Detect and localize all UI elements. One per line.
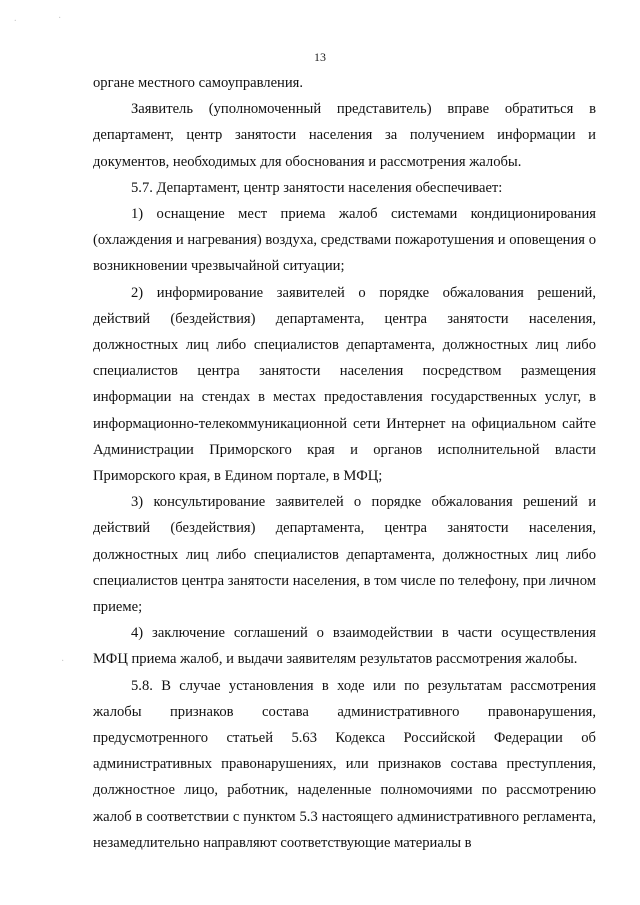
list-item: 4) заключение соглашений о взаимодействии в части осуществления МФЦ приема жалоб, и выдачи заявителям результатов рассмотрения жалобы. xyxy=(93,625,596,668)
list-item: 2) информирование заявителей о порядке обжалования решений, действий (бездействия) департамента, центра занятости населения, должностных лиц либо специалистов департамента, должностных лиц либо специалистов центра занятости населения посредством размещения информации на стендах в местах предоставления государственных услуг, в информационно-телекоммуникационной сети Интернет на официальном сайте Администрации Приморского края и органов исполнительной власти Приморского края, в Едином портале, в МФЦ; xyxy=(93,284,596,485)
paragraph: Заявитель (уполномоченный представитель) вправе обратиться в департамент, центр занятости населения за получением информации и документов, необходимых для обоснования и рассмотрения жалобы. xyxy=(93,101,596,170)
paragraph-section-5-7: 5.7. Департамент, центр занятости населения обеспечивает: xyxy=(131,179,503,196)
scan-mark: · xyxy=(58,13,62,24)
paragraph-section-5-8: 5.8. В случае установления в ходе или по результатам рассмотрения жалобы признаков состава административного правонарушения, предусмотренного статьей 5.63 Кодекса Российской Федерации об административных правонарушениях, или признаков состава преступления, должностное лицо, работник, наделенные полномочиями по рассмотрению жалоб в соответствии с пунктом 5.3 настоящего административного регламента, незамедлительно направляют соответствующие материалы в xyxy=(93,677,596,851)
list-item: 1) оснащение мест приема жалоб системами кондиционирования (охлаждения и нагревания) воздуха, средствами пожаротушения и оповещения о возникновении чрезвычайной ситуации; xyxy=(93,206,596,275)
page-number: 13 xyxy=(314,50,326,64)
scan-mark: . xyxy=(14,13,17,24)
scan-mark: · xyxy=(61,656,65,667)
document-body xyxy=(93,70,596,856)
list-item: 3) консультирование заявителей о порядке обжалования решений и действий (бездействия) департамента, центра занятости населения, должностных лиц либо специалистов департамента, должностных лиц либо специалистов центра занятости населения, в том числе по телефону, при личном приеме; xyxy=(93,494,596,616)
paragraph: органе местного самоуправления. xyxy=(93,75,304,91)
